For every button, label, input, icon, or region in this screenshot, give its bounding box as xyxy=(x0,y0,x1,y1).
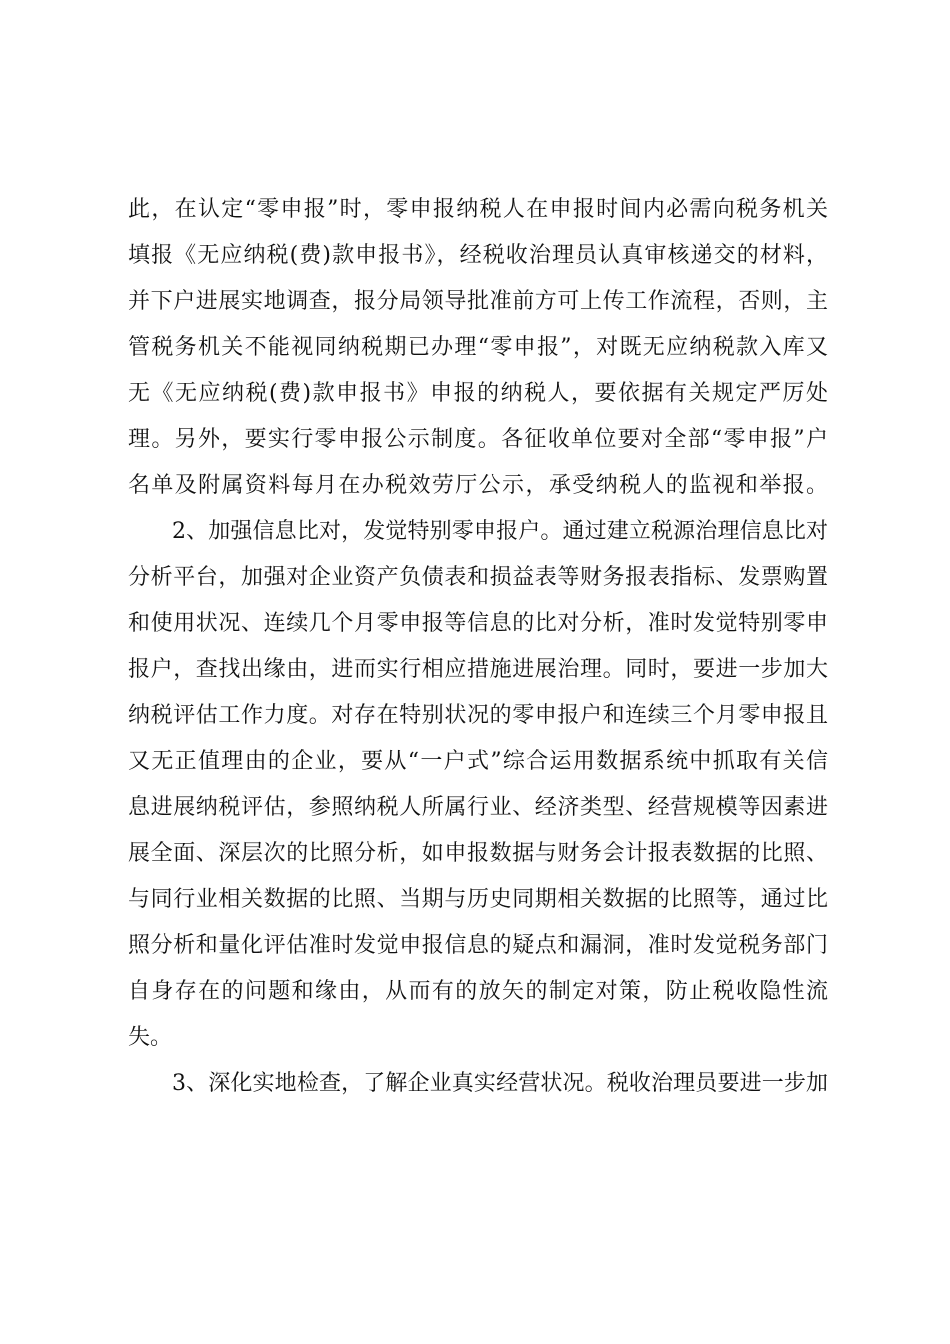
text-line: 自身存在的问题和缘由，从而有的放矢的制定对策，防止税收隐性流 xyxy=(128,979,828,1004)
text-line: 填报《无应纳税(费)款申报书》，经税收治理员认真审核递交的材料， xyxy=(128,243,828,268)
text-line: 理。另外，要实行零申报公示制度。各征收单位要对全部“零申报”户 xyxy=(128,427,828,452)
text-line: 纳税评估工作力度。对存在特别状况的零申报户和连续三个月零申报且 xyxy=(128,703,828,728)
text-line: 展全面、深层次的比照分析，如申报数据与财务会计报表数据的比照、 xyxy=(128,841,828,866)
text-line: 又无正值理由的企业，要从“一户式”综合运用数据系统中抓取有关信 xyxy=(128,749,828,774)
paragraph-start-line: 2、加强信息比对，发觉特别零申报户。通过建立税源治理信息比对 xyxy=(172,519,828,544)
text-line: 报户，查找出缘由，进而实行相应措施进展治理。同时，要进一步加大 xyxy=(128,657,828,682)
text-line: 无《无应纳税(费)款申报书》申报的纳税人，要依据有关规定严厉处 xyxy=(128,381,828,406)
text-line: 分析平台，加强对企业资产负债表和损益表等财务报表指标、发票购置 xyxy=(128,565,828,590)
text-line: 与同行业相关数据的比照、当期与历史同期相关数据的比照等，通过比 xyxy=(128,887,828,912)
paragraph-start-line: 3、深化实地检查，了解企业真实经营状况。税收治理员要进一步加 xyxy=(172,1071,828,1096)
text-line: 息进展纳税评估，参照纳税人所属行业、经济类型、经营规模等因素进 xyxy=(128,795,828,820)
text-line: 并下户进展实地调查，报分局领导批准前方可上传工作流程，否则，主 xyxy=(128,289,828,314)
text-line: 和使用状况、连续几个月零申报等信息的比对分析，准时发觉特别零申 xyxy=(128,611,828,636)
text-line: 此，在认定“零申报”时，零申报纳税人在申报时间内必需向税务机关 xyxy=(128,197,828,222)
text-line: 名单及附属资料每月在办税效劳厅公示，承受纳税人的监视和举报。 xyxy=(128,473,828,498)
text-line: 管税务机关不能视同纳税期已办理“零申报”，对既无应纳税款入库又 xyxy=(128,335,828,360)
text-line: 照分析和量化评估准时发觉申报信息的疑点和漏洞，准时发觉税务部门 xyxy=(128,933,828,958)
text-line: 失。 xyxy=(128,1025,173,1050)
